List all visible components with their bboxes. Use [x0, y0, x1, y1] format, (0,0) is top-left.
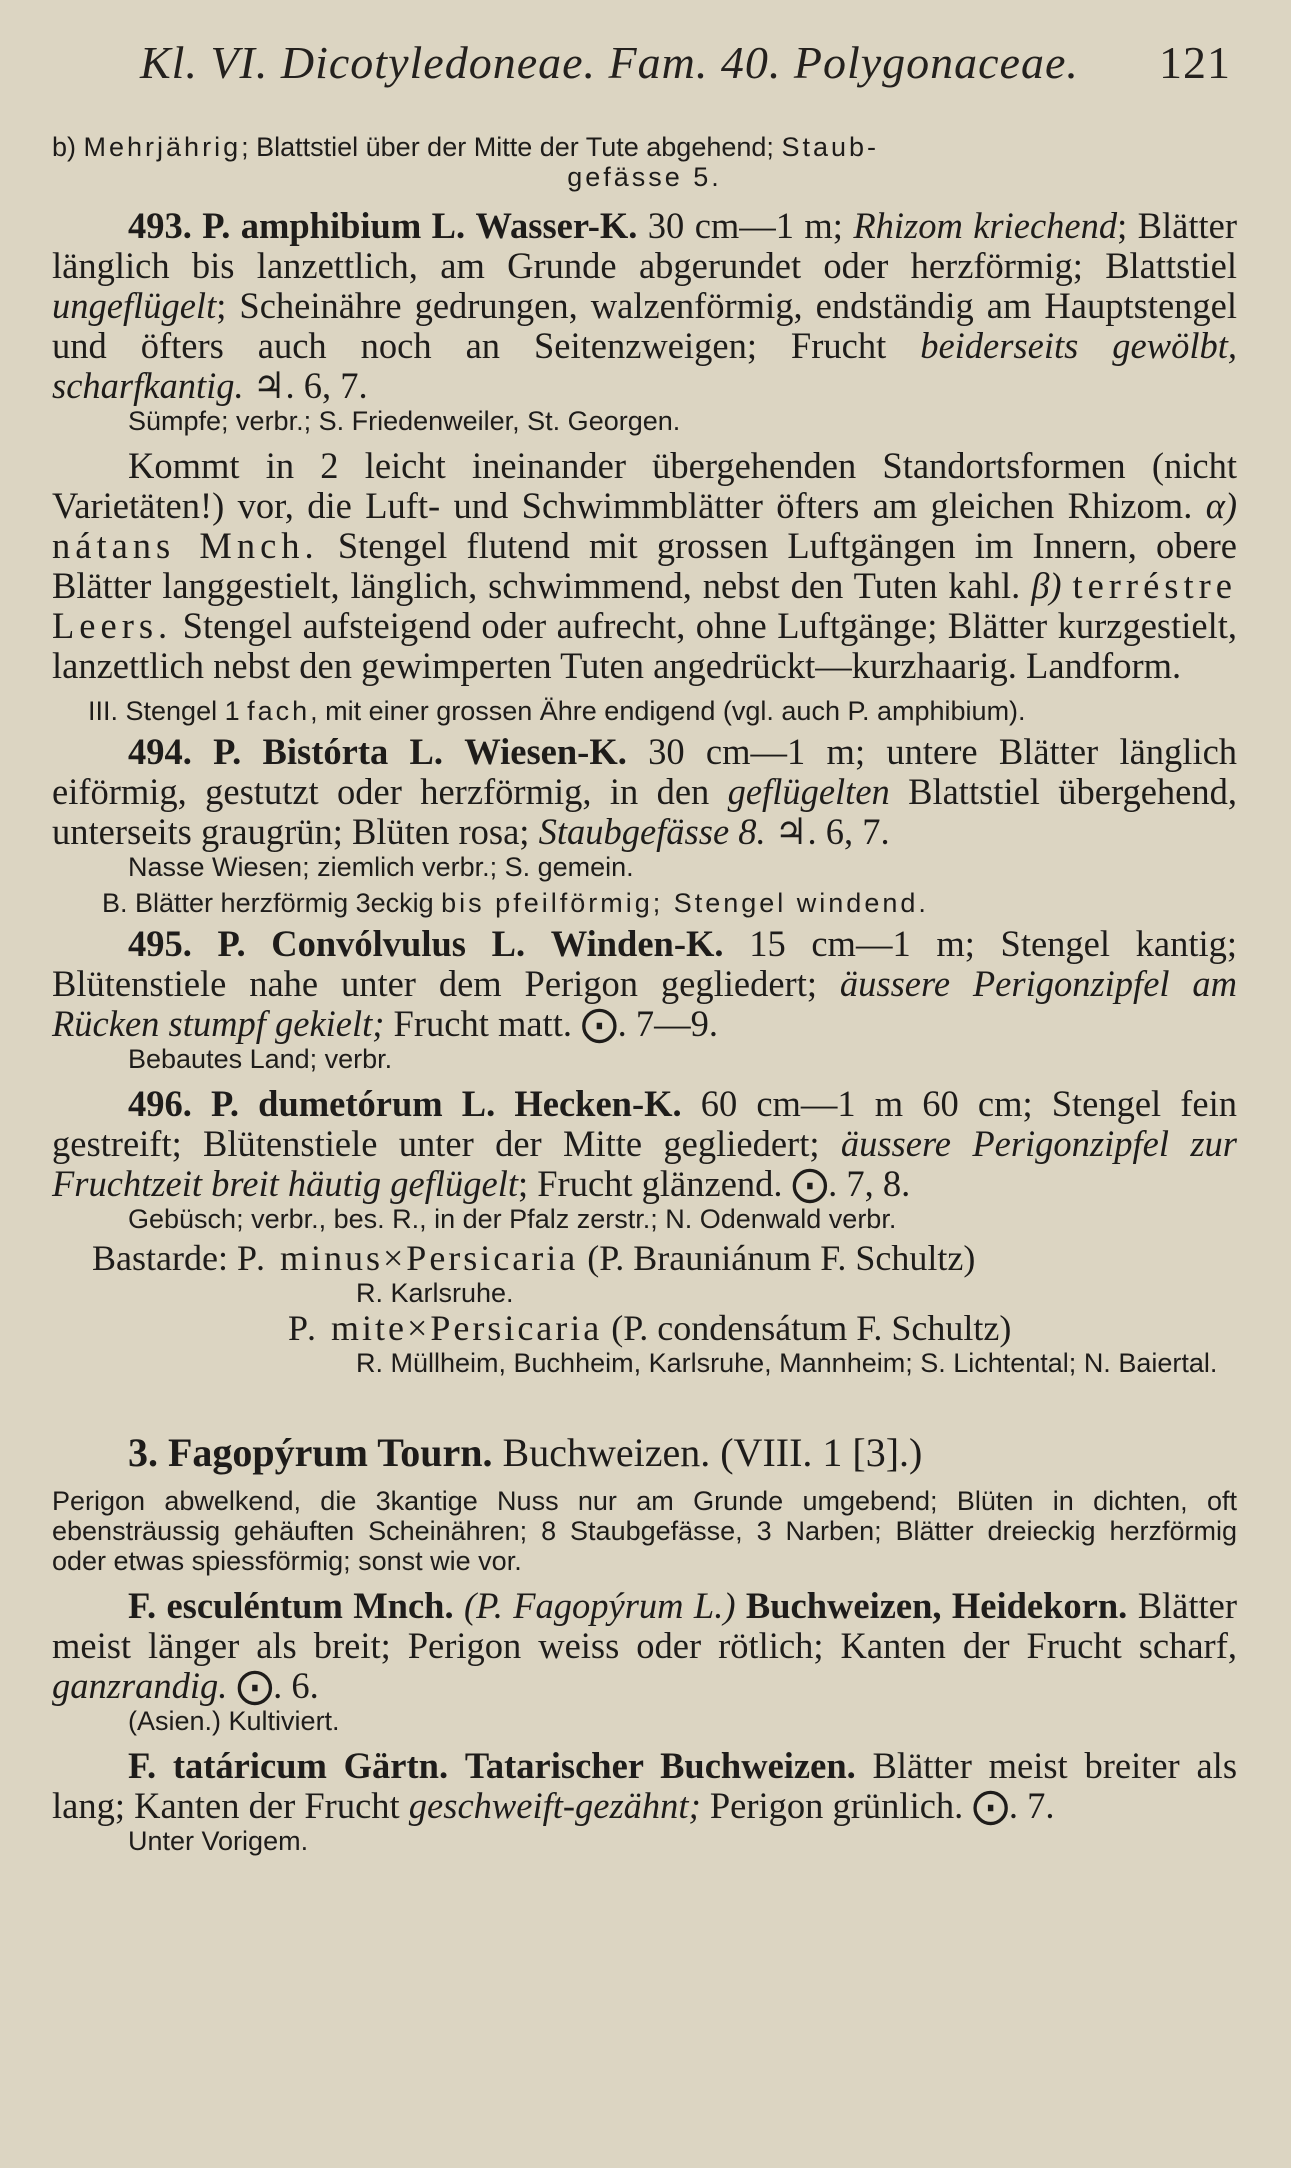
genus-common-name: Buchweizen. [502, 1430, 711, 1475]
species-number: 496. [128, 1083, 192, 1124]
flowering-time: ♃. 6, 7. [252, 365, 368, 406]
page-body [52, 132, 1237, 1856]
desc-text: Frucht matt. [393, 1003, 572, 1044]
species-494-description [52, 732, 1237, 852]
hybrid-2-locality: R. Müllheim, Buchheim, Karlsruhe, Mannheim; S. Lichtental; N. Baiertal. [356, 1348, 1218, 1378]
common-name: Tatarischer Buchweizen. [464, 1745, 856, 1786]
desc-italic: beiderseits gewölbt, scharfkantig. [52, 325, 1237, 406]
species-name: F. tatáricum Gärtn. [128, 1745, 449, 1786]
common-name: Winden-K. [550, 923, 724, 964]
genus-heading [128, 1430, 1237, 1476]
hybrids-block [52, 1238, 1237, 1378]
key-spaced-text: bis pfeilförmig; Stengel windend. [441, 888, 929, 918]
species-496-description [52, 1084, 1237, 1204]
note-text: Stengel aufsteigend oder aufrecht, ohne Luftgänge; Blätter kurzgestielt, lanzettlich nebst den gewimperten Tuten angedrückt—kurzhaarig. Landform. [52, 605, 1237, 686]
key-text: ; Blattstiel über der Mitte der Tute abgehend; [241, 132, 774, 162]
key-section-b-cont: gefässe 5. [567, 162, 722, 192]
desc-italic: äussere Perigonzipfel am Rücken stumpf gekielt; [52, 963, 1238, 1044]
habitat-494: Nasse Wiesen; ziemlich verbr.; S. gemein. [128, 852, 634, 882]
desc-text: Blätter meist breiter als lang; Kanten der Frucht [52, 1745, 1238, 1826]
desc-text: 30 cm—1 m; untere Blätter länglich eiförmig, gestutzt oder herzförmig, in den [52, 731, 1238, 812]
variety-name: terréstre Leers. [52, 565, 1237, 646]
species-name: P. Convólvulus L. [217, 923, 526, 964]
desc-text: ; Frucht glänzend. [517, 1163, 783, 1204]
flowering-time: ⨀. 6. [236, 1665, 319, 1706]
flowering-time: ♃. 6, 7. [774, 811, 890, 852]
flowering-time: ⨀. 7. [972, 1785, 1055, 1826]
hybrid-2 [52, 1308, 1237, 1348]
species-number: 493. [128, 205, 192, 246]
desc-text: Blattstiel übergehend, unterseits graugrün; Blüten rosa; [52, 771, 1237, 852]
desc-text: Blätter meist länger als breit; Perigon weiss oder rötlich; Kanten der Frucht scharf, [52, 1585, 1238, 1666]
habitat-496: Gebüsch; verbr., bes. R., in der Pfalz zerstr.; N. Odenwald verbr. [128, 1204, 897, 1234]
common-name: Wiesen-K. [464, 731, 627, 772]
key-spaced-text: fach [247, 696, 311, 726]
hybrid-1-locality: R. Karlsruhe. [356, 1278, 514, 1308]
key-section-B [52, 888, 1237, 918]
desc-text: 60 cm—1 m 60 cm; Stengel fein gestreift; Blütenstiele unter der Mitte gegliedert; [52, 1083, 1238, 1164]
note-text: Stengel flutend mit grossen Luftgängen im Innern, obere Blätter langgestielt, länglich, schwimmend, nebst den Tuten kahl. [52, 525, 1238, 606]
common-name: Wasser-K. [475, 205, 638, 246]
desc-text: 30 cm—1 m; [647, 205, 843, 246]
species-493-description [52, 206, 1237, 406]
desc-text: Perigon grünlich. [709, 1785, 964, 1826]
running-header [140, 36, 1231, 89]
flowering-time: ⨀. 7, 8. [791, 1163, 911, 1204]
hybrid-name: P. mite×Persicaria [288, 1308, 603, 1348]
desc-italic: ganzrandig. [52, 1665, 228, 1706]
key-section-b [52, 132, 1237, 162]
species-name: P. dumetórum L. [210, 1083, 496, 1124]
hybrid-1 [52, 1238, 1237, 1278]
key-spaced-text: Mehrjährig [83, 132, 242, 162]
page-number: 121 [1159, 37, 1231, 88]
note-text: Kommt in 2 leicht ineinander übergehenden Standortsformen (nicht Varietäten!) vor, die Luft- und Schwimmblätter öfters am gleichen Rhizom. [52, 445, 1237, 526]
key-section-III [52, 696, 1237, 726]
common-name: Buchweizen, Heidekorn. [745, 1585, 1128, 1626]
key-stamens: Staub- [781, 132, 879, 162]
habitat-tataricum: Unter Vorigem. [128, 1826, 309, 1856]
species-number: 494. [128, 731, 192, 772]
desc-text: 15 cm—1 m; Stengel kantig; Blütenstiele nahe unter dem Perigon gegliedert; [52, 923, 1238, 1004]
hybrid-name: P. minus×Persicaria [236, 1238, 579, 1278]
species-name: P. Bistórta L. [213, 731, 443, 772]
habitat-495: Bebautes Land; verbr. [128, 1044, 393, 1074]
key-text: , mit einer grossen Ähre endigend (vgl. auch P. amphibium). [310, 696, 1026, 726]
variety-name: nátans Mnch. [52, 525, 319, 566]
flowering-time: ⨀. 7—9. [581, 1003, 718, 1044]
species-number: 495. [128, 923, 192, 964]
genus-class: (VIII. 1 [3].) [720, 1430, 923, 1475]
desc-text: ; Scheinähre gedrungen, walzenförmig, endständig am Hauptstengel und öfters auch noch an Seitenzweigen; Frucht [52, 285, 1237, 366]
header-title: Kl. VI. Dicotyledoneae. Fam. 40. Polygonaceae. [140, 37, 1079, 88]
desc-italic: geflügelten [727, 771, 890, 812]
desc-italic: Rhizom kriechend [853, 205, 1118, 246]
desc-italic: geschweift-gezähnt; [408, 1785, 701, 1826]
common-name: Hecken-K. [514, 1083, 682, 1124]
species-name: F. esculéntum Mnch. [128, 1585, 454, 1626]
genus-name: 3. Fagopýrum Tourn. [128, 1430, 493, 1475]
desc-italic: äussere Perigonzipfel zur Fruchtzeit breit häutig geflügelt [52, 1123, 1237, 1204]
key-marker: b) [52, 132, 77, 162]
habitat-493: Sümpfe; verbr.; S. Friedenweiler, St. Georgen. [128, 406, 681, 436]
key-text: III. Stengel 1 [88, 696, 240, 726]
genus-description: Perigon abwelkend, die 3kantige Nuss nur am Grunde umgebend; Blüten in dichten, oft ebensträussig gehäuften Scheinähren; 8 Staubgefässe, 3 Narben; Blätter dreieckig herzförmig oder etwas spiessförmig; sonst wie vor. [52, 1486, 1237, 1576]
habitat-esculentum: (Asien.) Kultiviert. [128, 1706, 340, 1736]
hybrid-synonym: (P. condensátum F. Schultz) [611, 1308, 1012, 1348]
desc-text: ; Blätter länglich bis lanzettlich, am Grunde abgerundet oder herzförmig; Blattstiel [52, 205, 1237, 286]
species-495-description [52, 924, 1237, 1044]
key-text: B. Blätter herzförmig 3eckig [102, 888, 434, 918]
variety-marker: β) [1031, 565, 1062, 606]
hybrids-label: Bastarde: [92, 1238, 228, 1278]
hybrid-synonym: (P. Brauniánum F. Schultz) [587, 1238, 976, 1278]
desc-italic: ungeflügelt [52, 285, 217, 326]
variety-marker: α) [1205, 485, 1238, 526]
species-493-note [52, 446, 1237, 686]
species-tataricum-description [52, 1746, 1237, 1826]
desc-italic: Staubgefässe 8. [538, 811, 766, 852]
species-synonym: (P. Fagopýrum L.) [463, 1585, 736, 1626]
species-esculentum-description [52, 1586, 1237, 1706]
species-name: P. amphibium L. [202, 205, 466, 246]
